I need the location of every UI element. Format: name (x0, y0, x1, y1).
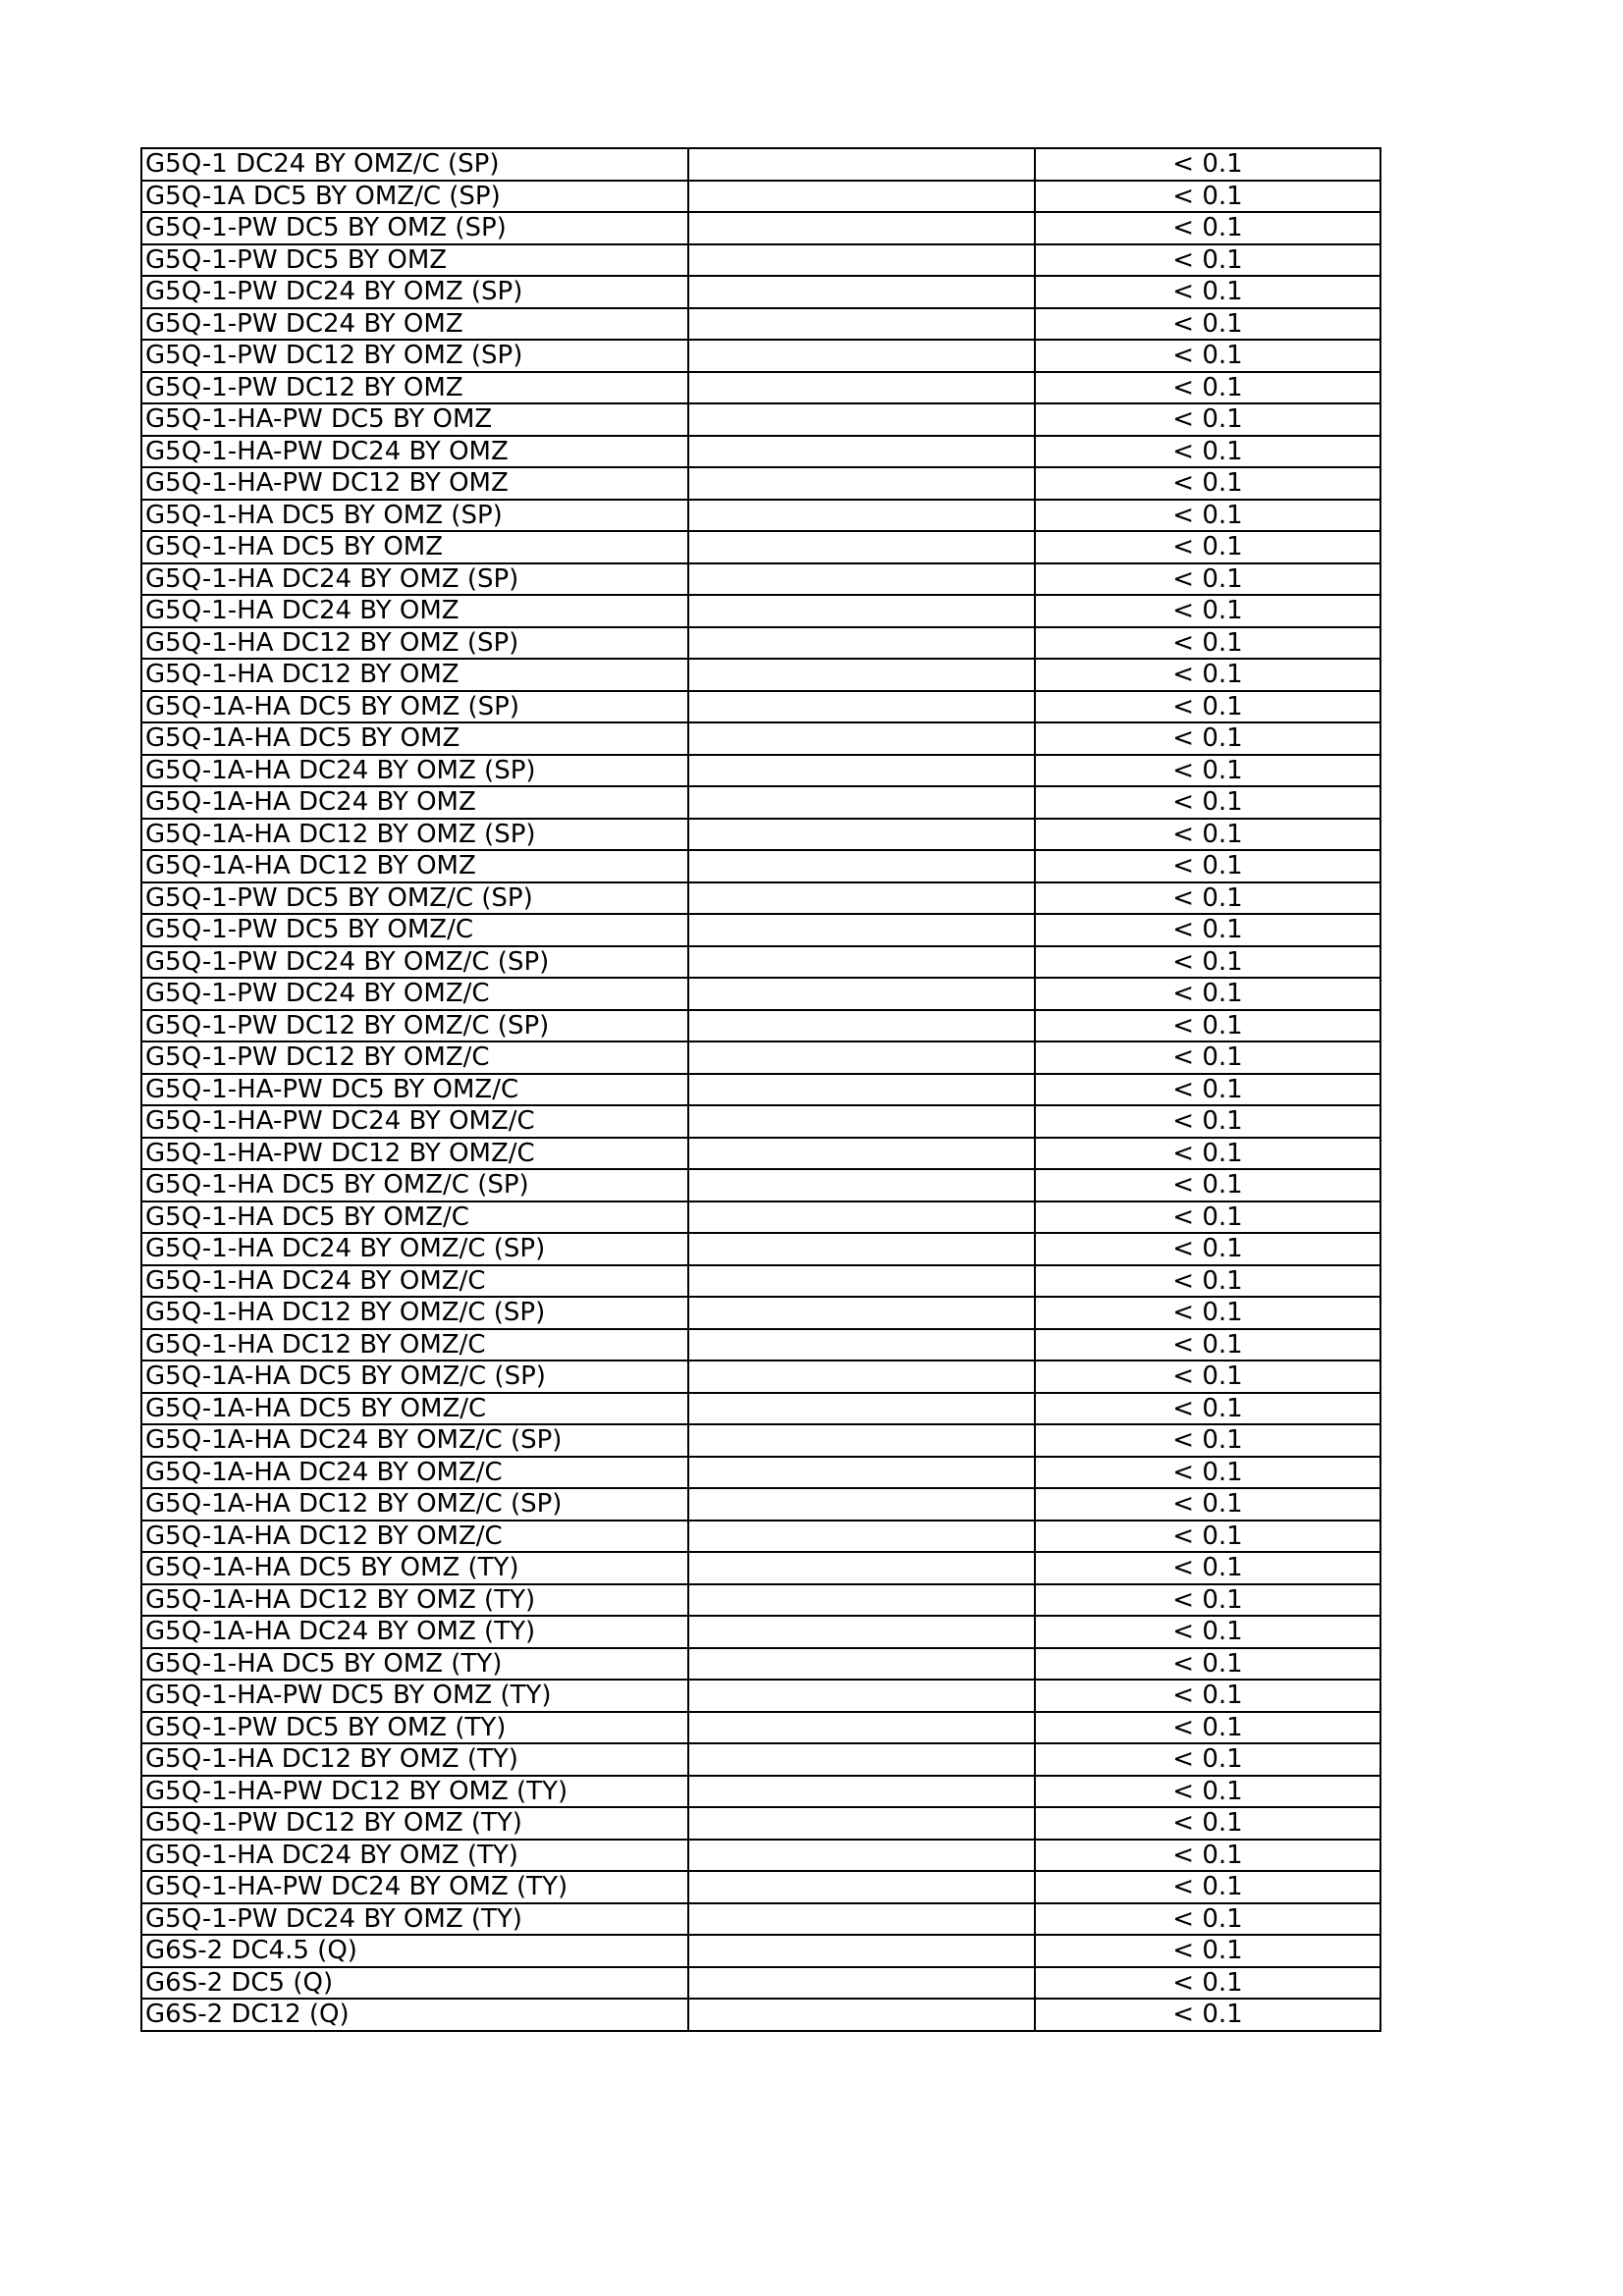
part-number-cell: G5Q-1-HA DC5 BY OMZ/C (SP) (141, 1169, 688, 1201)
part-number-cell: G5Q-1-PW DC24 BY OMZ (141, 308, 688, 341)
blank-cell (688, 148, 1035, 181)
value-cell: < 0.1 (1035, 1010, 1380, 1042)
part-number-cell: G5Q-1-HA DC5 BY OMZ (TY) (141, 1648, 688, 1681)
blank-cell (688, 1743, 1035, 1776)
table-row (141, 148, 1380, 181)
table-row (141, 1840, 1380, 1872)
value-cell: < 0.1 (1035, 691, 1380, 723)
part-number-cell: G5Q-1A-HA DC5 BY OMZ (141, 722, 688, 755)
blank-cell (688, 308, 1035, 341)
blank-cell (688, 1521, 1035, 1553)
part-number-cell: G5Q-1A-HA DC12 BY OMZ (SP) (141, 819, 688, 851)
part-number-cell: G5Q-1-HA DC24 BY OMZ (141, 595, 688, 627)
part-number-cell: G5Q-1A-HA DC5 BY OMZ/C (141, 1393, 688, 1425)
blank-cell (688, 1999, 1035, 2031)
blank-cell (688, 755, 1035, 787)
table-row (141, 403, 1380, 436)
blank-cell (688, 1584, 1035, 1617)
part-number-cell: G5Q-1-HA DC12 BY OMZ/C (SP) (141, 1297, 688, 1329)
value-cell: < 0.1 (1035, 1297, 1380, 1329)
value-cell: < 0.1 (1035, 755, 1380, 787)
value-cell: < 0.1 (1035, 403, 1380, 436)
value-cell: < 0.1 (1035, 308, 1380, 341)
value-cell: < 0.1 (1035, 436, 1380, 468)
blank-cell (688, 563, 1035, 596)
part-number-cell: G5Q-1-HA DC24 BY OMZ (TY) (141, 1840, 688, 1872)
part-number-cell: G5Q-1-HA DC12 BY OMZ (TY) (141, 1743, 688, 1776)
table-row (141, 244, 1380, 277)
table-row (141, 563, 1380, 596)
value-cell: < 0.1 (1035, 1265, 1380, 1298)
table-row (141, 1105, 1380, 1138)
table-row (141, 1010, 1380, 1042)
blank-cell (688, 1488, 1035, 1521)
table-row (141, 691, 1380, 723)
value-cell: < 0.1 (1035, 1393, 1380, 1425)
blank-cell (688, 1935, 1035, 1967)
blank-cell (688, 1041, 1035, 1074)
table-row (141, 1074, 1380, 1106)
value-cell: < 0.1 (1035, 627, 1380, 660)
value-cell: < 0.1 (1035, 276, 1380, 308)
value-cell: < 0.1 (1035, 212, 1380, 244)
table-row (141, 1776, 1380, 1808)
table-row (141, 819, 1380, 851)
table-row (141, 1201, 1380, 1234)
table-row (141, 1521, 1380, 1553)
value-cell: < 0.1 (1035, 1776, 1380, 1808)
value-cell: < 0.1 (1035, 1169, 1380, 1201)
part-number-cell: G5Q-1-PW DC24 BY OMZ/C (141, 978, 688, 1010)
value-cell: < 0.1 (1035, 1648, 1380, 1681)
value-cell: < 0.1 (1035, 148, 1380, 181)
part-number-cell: G5Q-1-PW DC5 BY OMZ (141, 244, 688, 277)
table-row (141, 1712, 1380, 1744)
value-cell: < 0.1 (1035, 1967, 1380, 2000)
part-number-cell: G5Q-1-HA-PW DC5 BY OMZ (141, 403, 688, 436)
blank-cell (688, 819, 1035, 851)
value-cell: < 0.1 (1035, 1329, 1380, 1362)
table-row (141, 500, 1380, 532)
table-row (141, 181, 1380, 213)
blank-cell (688, 722, 1035, 755)
table-row (141, 1361, 1380, 1393)
value-cell: < 0.1 (1035, 1807, 1380, 1840)
part-number-cell: G5Q-1-HA DC12 BY OMZ/C (141, 1329, 688, 1362)
value-cell: < 0.1 (1035, 1041, 1380, 1074)
value-cell: < 0.1 (1035, 1201, 1380, 1234)
value-cell: < 0.1 (1035, 1680, 1380, 1712)
table-row (141, 882, 1380, 915)
value-cell: < 0.1 (1035, 978, 1380, 1010)
parts-table-body (141, 148, 1380, 2031)
value-cell: < 0.1 (1035, 1584, 1380, 1617)
blank-cell (688, 595, 1035, 627)
part-number-cell: G5Q-1-HA DC12 BY OMZ (141, 659, 688, 691)
value-cell: < 0.1 (1035, 181, 1380, 213)
part-number-cell: G6S-2 DC5 (Q) (141, 1967, 688, 2000)
value-cell: < 0.1 (1035, 1903, 1380, 1936)
part-number-cell: G5Q-1-HA-PW DC12 BY OMZ/C (141, 1138, 688, 1170)
part-number-cell: G5Q-1-PW DC24 BY OMZ (TY) (141, 1903, 688, 1936)
table-row (141, 1743, 1380, 1776)
value-cell: < 0.1 (1035, 914, 1380, 946)
table-row (141, 1871, 1380, 1903)
part-number-cell: G5Q-1-PW DC12 BY OMZ (TY) (141, 1807, 688, 1840)
blank-cell (688, 1201, 1035, 1234)
blank-cell (688, 1648, 1035, 1681)
part-number-cell: G5Q-1-HA DC5 BY OMZ (SP) (141, 500, 688, 532)
table-row (141, 1169, 1380, 1201)
blank-cell (688, 946, 1035, 979)
part-number-cell: G5Q-1-HA DC24 BY OMZ (SP) (141, 563, 688, 596)
value-cell: < 0.1 (1035, 1233, 1380, 1265)
table-row (141, 1138, 1380, 1170)
table-row (141, 595, 1380, 627)
blank-cell (688, 212, 1035, 244)
value-cell: < 0.1 (1035, 1074, 1380, 1106)
table-row (141, 1424, 1380, 1457)
value-cell: < 0.1 (1035, 1552, 1380, 1584)
table-row (141, 1807, 1380, 1840)
part-number-cell: G5Q-1A-HA DC24 BY OMZ (TY) (141, 1616, 688, 1648)
table-row (141, 276, 1380, 308)
value-cell: < 0.1 (1035, 563, 1380, 596)
part-number-cell: G5Q-1A-HA DC12 BY OMZ/C (141, 1521, 688, 1553)
part-number-cell: G5Q-1-HA-PW DC5 BY OMZ/C (141, 1074, 688, 1106)
value-cell: < 0.1 (1035, 659, 1380, 691)
blank-cell (688, 1712, 1035, 1744)
value-cell: < 0.1 (1035, 722, 1380, 755)
blank-cell (688, 1074, 1035, 1106)
blank-cell (688, 1105, 1035, 1138)
table-row (141, 1297, 1380, 1329)
blank-cell (688, 914, 1035, 946)
table-row (141, 1616, 1380, 1648)
table-row (141, 340, 1380, 372)
blank-cell (688, 436, 1035, 468)
value-cell: < 0.1 (1035, 1521, 1380, 1553)
table-row (141, 850, 1380, 882)
value-cell: < 0.1 (1035, 1999, 1380, 2031)
value-cell: < 0.1 (1035, 500, 1380, 532)
value-cell: < 0.1 (1035, 1105, 1380, 1138)
blank-cell (688, 1680, 1035, 1712)
blank-cell (688, 1424, 1035, 1457)
part-number-cell: G5Q-1-PW DC5 BY OMZ (SP) (141, 212, 688, 244)
value-cell: < 0.1 (1035, 595, 1380, 627)
table-row (141, 978, 1380, 1010)
table-row (141, 531, 1380, 563)
part-number-cell: G5Q-1-HA DC24 BY OMZ/C (SP) (141, 1233, 688, 1265)
part-number-cell: G5Q-1A-HA DC24 BY OMZ/C (141, 1457, 688, 1489)
value-cell: < 0.1 (1035, 1840, 1380, 1872)
parts-table (140, 147, 1381, 2032)
value-cell: < 0.1 (1035, 1935, 1380, 1967)
part-number-cell: G6S-2 DC4.5 (Q) (141, 1935, 688, 1967)
value-cell: < 0.1 (1035, 850, 1380, 882)
part-number-cell: G5Q-1A-HA DC24 BY OMZ (SP) (141, 755, 688, 787)
part-number-cell: G5Q-1-HA-PW DC24 BY OMZ/C (141, 1105, 688, 1138)
value-cell: < 0.1 (1035, 946, 1380, 979)
part-number-cell: G5Q-1-PW DC24 BY OMZ/C (SP) (141, 946, 688, 979)
table-row (141, 627, 1380, 660)
blank-cell (688, 1616, 1035, 1648)
value-cell: < 0.1 (1035, 1138, 1380, 1170)
value-cell: < 0.1 (1035, 467, 1380, 500)
table-row (141, 1329, 1380, 1362)
blank-cell (688, 978, 1035, 1010)
table-row (141, 1393, 1380, 1425)
blank-cell (688, 1807, 1035, 1840)
blank-cell (688, 244, 1035, 277)
blank-cell (688, 1871, 1035, 1903)
table-row (141, 946, 1380, 979)
part-number-cell: G5Q-1A-HA DC5 BY OMZ (TY) (141, 1552, 688, 1584)
blank-cell (688, 1138, 1035, 1170)
blank-cell (688, 1903, 1035, 1936)
value-cell: < 0.1 (1035, 819, 1380, 851)
part-number-cell: G5Q-1-HA DC24 BY OMZ/C (141, 1265, 688, 1298)
value-cell: < 0.1 (1035, 244, 1380, 277)
part-number-cell: G6S-2 DC12 (Q) (141, 1999, 688, 2031)
blank-cell (688, 276, 1035, 308)
table-row (141, 1233, 1380, 1265)
blank-cell (688, 372, 1035, 404)
part-number-cell: G5Q-1-PW DC5 BY OMZ/C (141, 914, 688, 946)
table-row (141, 722, 1380, 755)
table-row (141, 372, 1380, 404)
part-number-cell: G5Q-1 DC24 BY OMZ/C (SP) (141, 148, 688, 181)
value-cell: < 0.1 (1035, 372, 1380, 404)
value-cell: < 0.1 (1035, 1616, 1380, 1648)
blank-cell (688, 340, 1035, 372)
value-cell: < 0.1 (1035, 1488, 1380, 1521)
blank-cell (688, 691, 1035, 723)
part-number-cell: G5Q-1-PW DC5 BY OMZ/C (SP) (141, 882, 688, 915)
blank-cell (688, 1169, 1035, 1201)
part-number-cell: G5Q-1-PW DC12 BY OMZ/C (141, 1041, 688, 1074)
value-cell: < 0.1 (1035, 531, 1380, 563)
value-cell: < 0.1 (1035, 882, 1380, 915)
part-number-cell: G5Q-1-HA DC5 BY OMZ/C (141, 1201, 688, 1234)
blank-cell (688, 531, 1035, 563)
value-cell: < 0.1 (1035, 340, 1380, 372)
part-number-cell: G5Q-1-PW DC5 BY OMZ (TY) (141, 1712, 688, 1744)
table-row (141, 467, 1380, 500)
blank-cell (688, 850, 1035, 882)
blank-cell (688, 659, 1035, 691)
value-cell: < 0.1 (1035, 1361, 1380, 1393)
blank-cell (688, 181, 1035, 213)
part-number-cell: G5Q-1A-HA DC12 BY OMZ (141, 850, 688, 882)
value-cell: < 0.1 (1035, 1871, 1380, 1903)
blank-cell (688, 1329, 1035, 1362)
value-cell: < 0.1 (1035, 1712, 1380, 1744)
part-number-cell: G5Q-1-HA DC5 BY OMZ (141, 531, 688, 563)
part-number-cell: G5Q-1-HA-PW DC24 BY OMZ (141, 436, 688, 468)
part-number-cell: G5Q-1-HA-PW DC12 BY OMZ (141, 467, 688, 500)
table-row (141, 1648, 1380, 1681)
part-number-cell: G5Q-1-HA-PW DC12 BY OMZ (TY) (141, 1776, 688, 1808)
part-number-cell: G5Q-1-PW DC12 BY OMZ/C (SP) (141, 1010, 688, 1042)
blank-cell (688, 500, 1035, 532)
table-row (141, 1488, 1380, 1521)
table-row (141, 308, 1380, 341)
table-row (141, 1903, 1380, 1936)
part-number-cell: G5Q-1A DC5 BY OMZ/C (SP) (141, 181, 688, 213)
blank-cell (688, 1361, 1035, 1393)
blank-cell (688, 1297, 1035, 1329)
blank-cell (688, 1233, 1035, 1265)
value-cell: < 0.1 (1035, 1743, 1380, 1776)
table-row (141, 1584, 1380, 1617)
part-number-cell: G5Q-1A-HA DC12 BY OMZ/C (SP) (141, 1488, 688, 1521)
part-number-cell: G5Q-1A-HA DC24 BY OMZ (141, 786, 688, 819)
blank-cell (688, 882, 1035, 915)
value-cell: < 0.1 (1035, 1457, 1380, 1489)
blank-cell (688, 403, 1035, 436)
blank-cell (688, 1552, 1035, 1584)
part-number-cell: G5Q-1-HA-PW DC5 BY OMZ (TY) (141, 1680, 688, 1712)
blank-cell (688, 1967, 1035, 2000)
part-number-cell: G5Q-1A-HA DC12 BY OMZ (TY) (141, 1584, 688, 1617)
table-row (141, 1967, 1380, 2000)
table-row (141, 914, 1380, 946)
part-number-cell: G5Q-1-HA-PW DC24 BY OMZ (TY) (141, 1871, 688, 1903)
part-number-cell: G5Q-1-PW DC12 BY OMZ (141, 372, 688, 404)
table-row (141, 1999, 1380, 2031)
blank-cell (688, 1393, 1035, 1425)
table-row (141, 1935, 1380, 1967)
part-number-cell: G5Q-1A-HA DC5 BY OMZ/C (SP) (141, 1361, 688, 1393)
blank-cell (688, 1840, 1035, 1872)
table-row (141, 786, 1380, 819)
table-row (141, 212, 1380, 244)
table-row (141, 1680, 1380, 1712)
part-number-cell: G5Q-1A-HA DC24 BY OMZ/C (SP) (141, 1424, 688, 1457)
table-row (141, 1265, 1380, 1298)
blank-cell (688, 1776, 1035, 1808)
table-row (141, 755, 1380, 787)
blank-cell (688, 1010, 1035, 1042)
part-number-cell: G5Q-1-HA DC12 BY OMZ (SP) (141, 627, 688, 660)
table-row (141, 1457, 1380, 1489)
table-row (141, 1552, 1380, 1584)
blank-cell (688, 786, 1035, 819)
part-number-cell: G5Q-1-PW DC12 BY OMZ (SP) (141, 340, 688, 372)
part-number-cell: G5Q-1-PW DC24 BY OMZ (SP) (141, 276, 688, 308)
blank-cell (688, 467, 1035, 500)
part-number-cell: G5Q-1A-HA DC5 BY OMZ (SP) (141, 691, 688, 723)
blank-cell (688, 1457, 1035, 1489)
table-row (141, 436, 1380, 468)
value-cell: < 0.1 (1035, 1424, 1380, 1457)
table-row (141, 1041, 1380, 1074)
blank-cell (688, 1265, 1035, 1298)
table-row (141, 659, 1380, 691)
value-cell: < 0.1 (1035, 786, 1380, 819)
blank-cell (688, 627, 1035, 660)
